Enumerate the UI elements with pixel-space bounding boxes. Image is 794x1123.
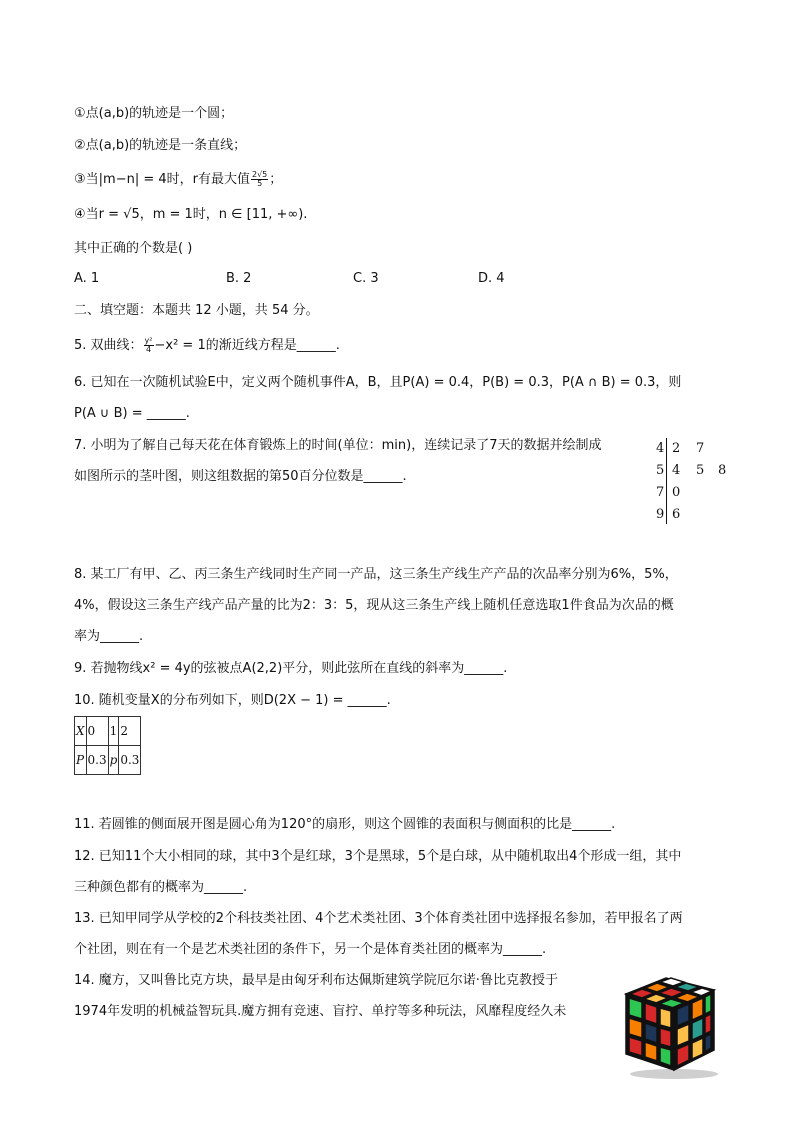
choice-a: A. 1	[74, 271, 100, 286]
stem-leaf-row	[656, 482, 732, 504]
fraction-numerator: 2√5	[251, 170, 268, 179]
question-13-line-2: 个社团，则在有一个是艺术类社团的条件下，另一个是体育类社团的概率为______.	[74, 942, 547, 957]
question-13-line-1: 13. 已知甲同学从学校的2个科技类社团、4个艺术类社团、3个体育类社团中选择报名参加，若甲报名了两	[74, 911, 683, 926]
leaf: 7	[696, 441, 705, 456]
question-6-line-2: P(A ∪ B) = ______.	[74, 406, 190, 421]
stem: 9	[656, 507, 665, 522]
stem: 7	[656, 485, 665, 500]
table-cell: p	[108, 746, 119, 775]
question-stem: 其中正确的个数是( )	[74, 241, 193, 256]
table-cell: 0.3	[119, 746, 141, 775]
statement-3-text: ③当|m−n| = 4时，r有最大值	[74, 172, 250, 187]
leaf: 8	[718, 463, 727, 478]
statement-3	[74, 170, 282, 190]
question-12-line-1: 12. 已知11个大小相同的球，其中3个是红球，3个是黑球，5个是白球，从中随机取出4个形成一组，其中	[74, 849, 682, 864]
question-7-line-2: 如图所示的茎叶图，则这组数据的第50百分位数是______.	[74, 469, 407, 484]
fraction-numerator: y²	[144, 336, 153, 345]
question-8-line-1: 8. 某工厂有甲、乙、丙三条生产线同时生产同一产品，这三条生产线生产产品的次品率分别为6%，5%，	[74, 567, 678, 582]
stem-leaf-row	[656, 438, 732, 460]
question-10: 10. 随机变量X的分布列如下，则D(2X − 1) = ______.	[74, 693, 391, 708]
table-cell: P	[75, 746, 87, 775]
table-row	[75, 717, 141, 746]
stem-leaf-divider	[666, 438, 667, 524]
choice-d: D. 4	[478, 271, 505, 286]
question-8-line-3: 率为______.	[74, 629, 144, 644]
section-title: 二、填空题：本题共 12 小题，共 54 分。	[74, 303, 319, 318]
question-14-line-1: 14. 魔方，又叫鲁比克方块，最早是由匈牙利布达佩斯建筑学院厄尔诺·鲁比克教授于	[74, 973, 558, 988]
stem-leaf-row	[656, 460, 732, 482]
rubiks-cube-image	[618, 972, 720, 1080]
leaf: 0	[672, 485, 681, 500]
table-cell: 0.3	[86, 746, 108, 775]
leaf: 5	[696, 463, 705, 478]
choice-b: B. 2	[226, 271, 252, 286]
choice-c: C. 3	[353, 271, 379, 286]
question-6-line-1: 6. 已知在一次随机试验E中，定义两个随机事件A，B，且P(A) = 0.4，P(B) = 0.3，P(A ∩ B) = 0.3，则	[74, 375, 682, 390]
leaf: 2	[672, 441, 681, 456]
question-7-line-1: 7. 小明为了解自己每天花在体育锻炼上的时间(单位：min)，连续记录了7天的数据并绘制成	[74, 438, 602, 453]
table-cell: 0	[86, 717, 108, 746]
table-cell: 2	[119, 717, 141, 746]
stem-leaf-plot	[656, 438, 732, 526]
question-12-line-2: 三种颜色都有的概率为______.	[74, 880, 248, 895]
stem-leaf-row	[656, 504, 732, 526]
table-row	[75, 746, 141, 775]
statement-2: ②点(a,b)的轨迹是一条直线；	[74, 138, 247, 153]
fraction-denominator: 5	[257, 179, 263, 188]
stem: 5	[656, 463, 665, 478]
q5-suffix: −x² = 1的渐近线方程是______.	[154, 338, 340, 353]
stem: 4	[656, 441, 665, 456]
question-8-line-2: 4%，假设这三条生产线产品产量的比为2：3：5，现从这三条生产线上随机任意选取1件食品为次品的概	[74, 598, 674, 613]
table-cell: 1	[108, 717, 119, 746]
question-14-line-2: 1974年发明的机械益智玩具.魔方拥有竞速、盲拧、单拧等多种玩法，风靡程度经久未	[74, 1004, 567, 1019]
question-5	[74, 336, 340, 356]
statement-1: ①点(a,b)的轨迹是一个圆；	[74, 106, 234, 121]
question-9: 9. 若抛物线x² = 4y的弦被点A(2,2)平分，则此弦所在直线的斜率为______.	[74, 661, 508, 676]
fraction-denominator: 4	[145, 345, 152, 354]
question-11: 11. 若圆锥的侧面展开图是圆心角为120°的扇形，则这个圆锥的表面积与侧面积的比是______.	[74, 817, 616, 832]
q5-prefix: 5. 双曲线：	[74, 338, 143, 353]
leaf: 6	[672, 507, 681, 522]
statement-3-end: ；	[269, 172, 283, 187]
table-cell: X	[75, 717, 87, 746]
statement-3-fraction	[251, 171, 268, 188]
statement-4: ④当r = √5，m = 1时，n ∈ [11, +∞).	[74, 207, 308, 222]
distribution-table	[74, 716, 141, 775]
leaf: 4	[672, 463, 681, 478]
q5-fraction	[144, 337, 154, 354]
